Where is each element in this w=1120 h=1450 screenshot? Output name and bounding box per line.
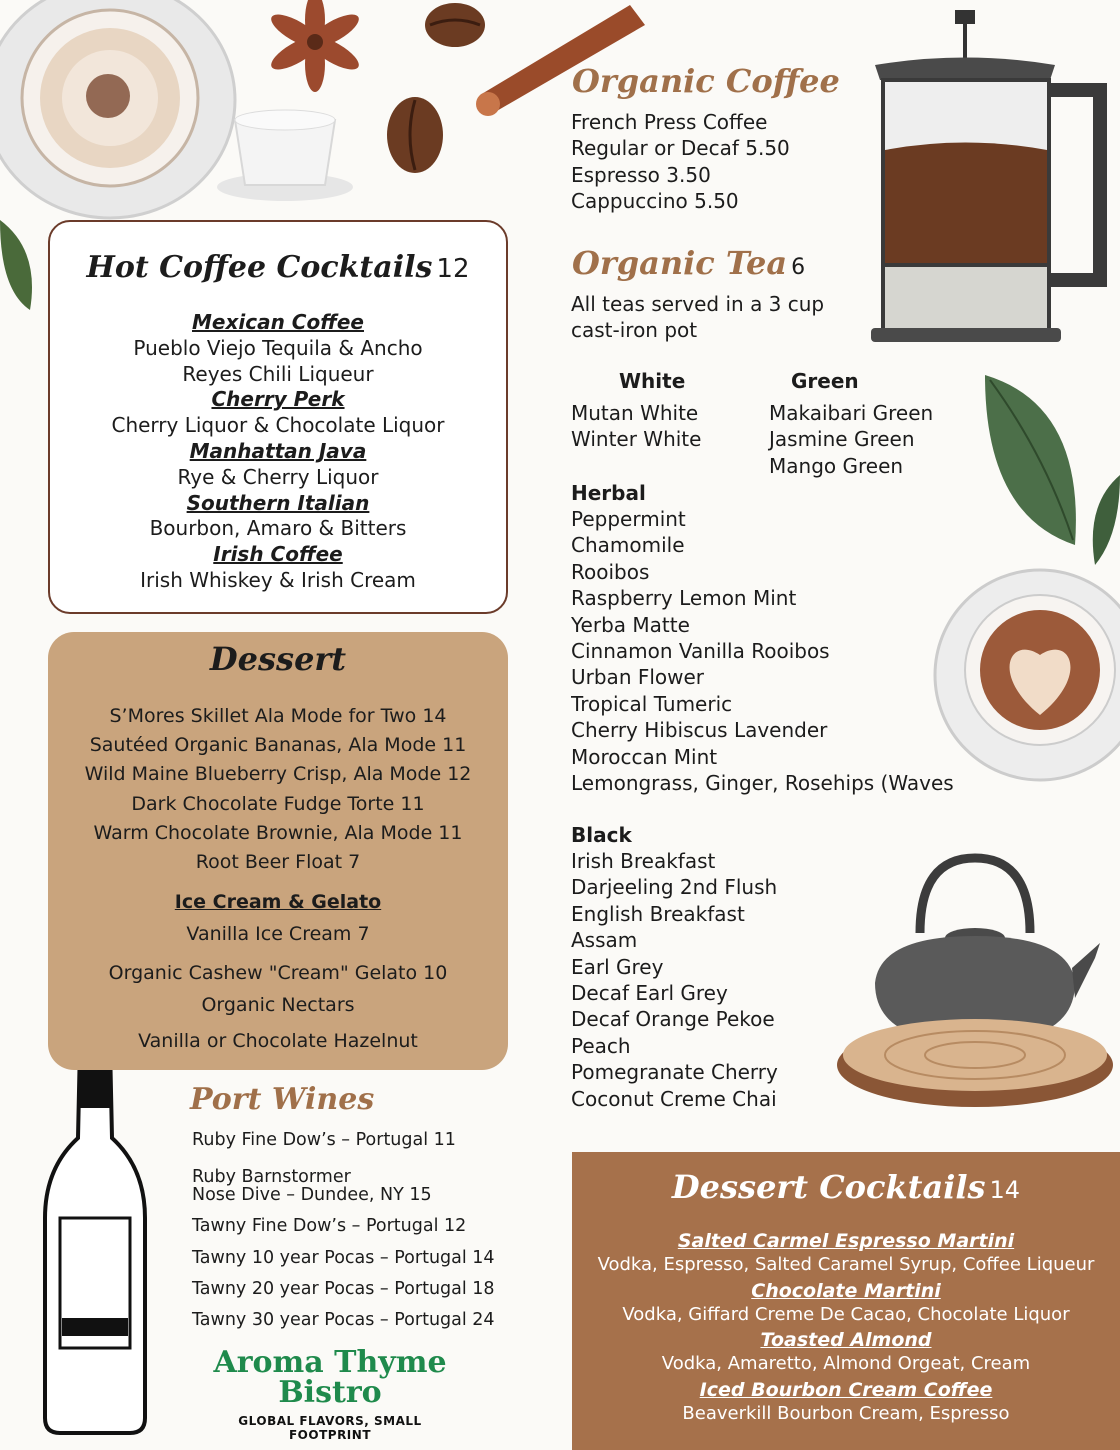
dessert-item: Wild Maine Blueberry Crisp, Ala Mode 12 (84, 763, 472, 785)
organic-tea-title (572, 244, 805, 282)
port-wine-item: Tawny 10 year Pocas – Portugal 14 (192, 1248, 495, 1268)
star-anise-icon (240, 0, 390, 100)
cocktail-desc: Rye & Cherry Liquor (177, 464, 379, 489)
ice-cream-item: Vanilla Ice Cream 7 (186, 923, 370, 945)
tea-item: Peppermint (571, 507, 686, 531)
dessert-item: S’Mores Skillet Ala Mode for Two 14 (109, 705, 447, 727)
tea-item: Decaf Earl Grey (571, 981, 728, 1006)
port-wines-title: Port Wines (190, 1082, 375, 1117)
cocktail-name: Manhattan Java (189, 438, 367, 463)
coffee-item: French Press Coffee (571, 110, 768, 134)
tea-note (571, 291, 824, 344)
cocktail-name: Cherry Perk (211, 387, 345, 412)
restaurant-logo (210, 1345, 450, 1442)
logo-name-line: Aroma Thyme (213, 1345, 447, 1380)
tea-item: Raspberry Lemon Mint (571, 586, 797, 611)
hot-coffee-cocktails-title (48, 250, 508, 285)
dessert-item: Sautéed Organic Bananas, Ala Mode 11 (89, 734, 467, 756)
port-wine-item: Tawny Fine Dow’s – Portugal 12 (192, 1216, 467, 1236)
tea-item: Assam (571, 928, 638, 953)
tea-item: Chamomile (571, 533, 685, 558)
section-price: 14 (989, 1176, 1021, 1204)
coffee-item: Regular or Decaf 5.50 (571, 136, 790, 161)
cocktail-desc: Reyes Chili Liqueur (182, 361, 374, 386)
tea-list-black (571, 848, 778, 1112)
cocktail-desc: Cherry Liquor & Chocolate Liquor (111, 413, 445, 438)
tea-note-line: cast-iron pot (571, 318, 698, 343)
coffee-item: Espresso 3.50 (571, 162, 711, 187)
tea-item: Winter White (571, 427, 702, 452)
organic-coffee-title: Organic Coffee (572, 62, 840, 100)
tea-note-line: All teas served in a 3 cup (571, 292, 825, 316)
organic-coffee-list (571, 109, 790, 215)
port-wine-item: Ruby Fine Dow’s – Portugal 11 (192, 1130, 456, 1150)
tea-item: Irish Breakfast (571, 849, 716, 873)
section-title: Organic Tea (572, 244, 788, 282)
leaf-icon (975, 365, 1120, 565)
section-title: Dessert Cocktails (671, 1168, 986, 1206)
port-wine-item: Tawny 30 year Pocas – Portugal 24 (192, 1310, 495, 1330)
dessert-cocktail-desc: Beaverkill Bourbon Cream, Espresso (682, 1403, 1010, 1424)
cocktail-desc: Pueblo Viejo Tequila & Ancho (133, 335, 423, 360)
wood-slice-icon (835, 1010, 1120, 1110)
coffee-item: Cappuccino 5.50 (571, 189, 739, 214)
tea-item: Mutan White (571, 401, 699, 425)
dessert-cocktail-name: Salted Carmel Espresso Martini (677, 1230, 1015, 1252)
port-wine-item: Ruby Barnstormer (192, 1167, 351, 1187)
tea-item: English Breakfast (571, 901, 745, 926)
cocktail-name: Irish Coffee (213, 542, 343, 567)
cocktail-name: Mexican Coffee (192, 310, 364, 334)
tea-item: Tropical Tumeric (571, 691, 733, 716)
tea-item: Cherry Hibiscus Lavender (571, 718, 828, 743)
espresso-cup-icon (215, 95, 355, 205)
wine-bottle-icon (40, 1018, 150, 1438)
dessert-item: Dark Chocolate Fudge Torte 11 (131, 793, 425, 815)
tea-heading-white: White (619, 369, 686, 393)
tea-item: Jasmine Green (769, 427, 915, 452)
port-wine-item: Tawny 20 year Pocas – Portugal 18 (192, 1279, 495, 1299)
cocktail-desc: Irish Whiskey & Irish Cream (140, 567, 416, 592)
dessert-title: Dessert (209, 640, 347, 678)
coffee-bean-icon (380, 90, 450, 180)
tea-item: Mango Green (769, 453, 904, 478)
section-price: 6 (791, 255, 806, 280)
dessert-cocktail-name: Toasted Almond (760, 1329, 932, 1351)
cappuccino-cup-icon (0, 0, 240, 220)
tea-item: Moroccan Mint (571, 744, 718, 769)
dessert-cocktail-desc: Vodka, Giffard Creme De Cacao, Chocolate Liquor (622, 1304, 1070, 1325)
tea-list-herbal (571, 506, 981, 796)
dessert-cocktail-desc: Vodka, Amaretto, Almond Orgeat, Cream (661, 1353, 1031, 1374)
tea-list-white (571, 400, 701, 453)
tea-item: Urban Flower (571, 665, 705, 690)
cinnamon-stick-icon (470, 0, 650, 120)
tea-heading-black: Black (571, 823, 632, 847)
hot-coffee-cocktails-list (48, 310, 508, 594)
dessert-cocktail-name: Iced Bourbon Cream Coffee (699, 1379, 993, 1401)
tea-heading-green: Green (791, 369, 859, 393)
dessert-item: Root Beer Float 7 (195, 851, 361, 873)
dessert-cocktail-desc: Vodka, Espresso, Salted Caramel Syrup, Coffee Liqueur (597, 1254, 1095, 1275)
tea-item: Earl Grey (571, 954, 664, 979)
tea-item: Yerba Matte (571, 612, 690, 637)
ice-cream-item: Organic Cashew "Cream" Gelato 10 (108, 962, 448, 984)
ice-cream-item: Organic Nectars (201, 994, 355, 1016)
tea-heading-herbal: Herbal (571, 481, 646, 505)
cocktail-desc: Bourbon, Amaro & Bitters (149, 516, 407, 541)
tea-item: Rooibos (571, 559, 650, 584)
cocktail-name: Southern Italian (186, 490, 370, 515)
tea-item: Darjeeling 2nd Flush (571, 875, 778, 900)
tea-item: Decaf Orange Pekoe (571, 1007, 775, 1032)
ice-cream-heading: Ice Cream & Gelato (174, 891, 382, 913)
tea-item: Makaibari Green (769, 401, 934, 425)
logo-tagline: GLOBAL FLAVORS, SMALL FOOTPRINT (238, 1414, 422, 1442)
tea-item: Peach (571, 1033, 631, 1058)
dessert-cocktail-name: Chocolate Martini (751, 1280, 941, 1302)
dessert-item: Warm Chocolate Brownie, Ala Mode 11 (93, 822, 463, 844)
tea-item: Coconut Creme Chai (571, 1086, 777, 1111)
tea-item: Pomegranate Cherry (571, 1060, 778, 1085)
tea-item: Lemongrass, Ginger, Rosehips (Waves (571, 771, 954, 796)
dessert-cocktails-title (572, 1168, 1120, 1206)
leaf-icon (0, 210, 40, 320)
port-wine-item: Nose Dive – Dundee, NY 15 (192, 1185, 432, 1205)
logo-name-line: Bistro (278, 1375, 382, 1410)
french-press-icon (845, 10, 1115, 350)
ice-cream-item: Vanilla or Chocolate Hazelnut (138, 1030, 418, 1052)
tea-item: Cinnamon Vanilla Rooibos (571, 639, 830, 664)
section-title: Hot Coffee Cocktails (86, 250, 433, 285)
section-price: 12 (436, 254, 470, 284)
tea-list-green (769, 400, 933, 479)
